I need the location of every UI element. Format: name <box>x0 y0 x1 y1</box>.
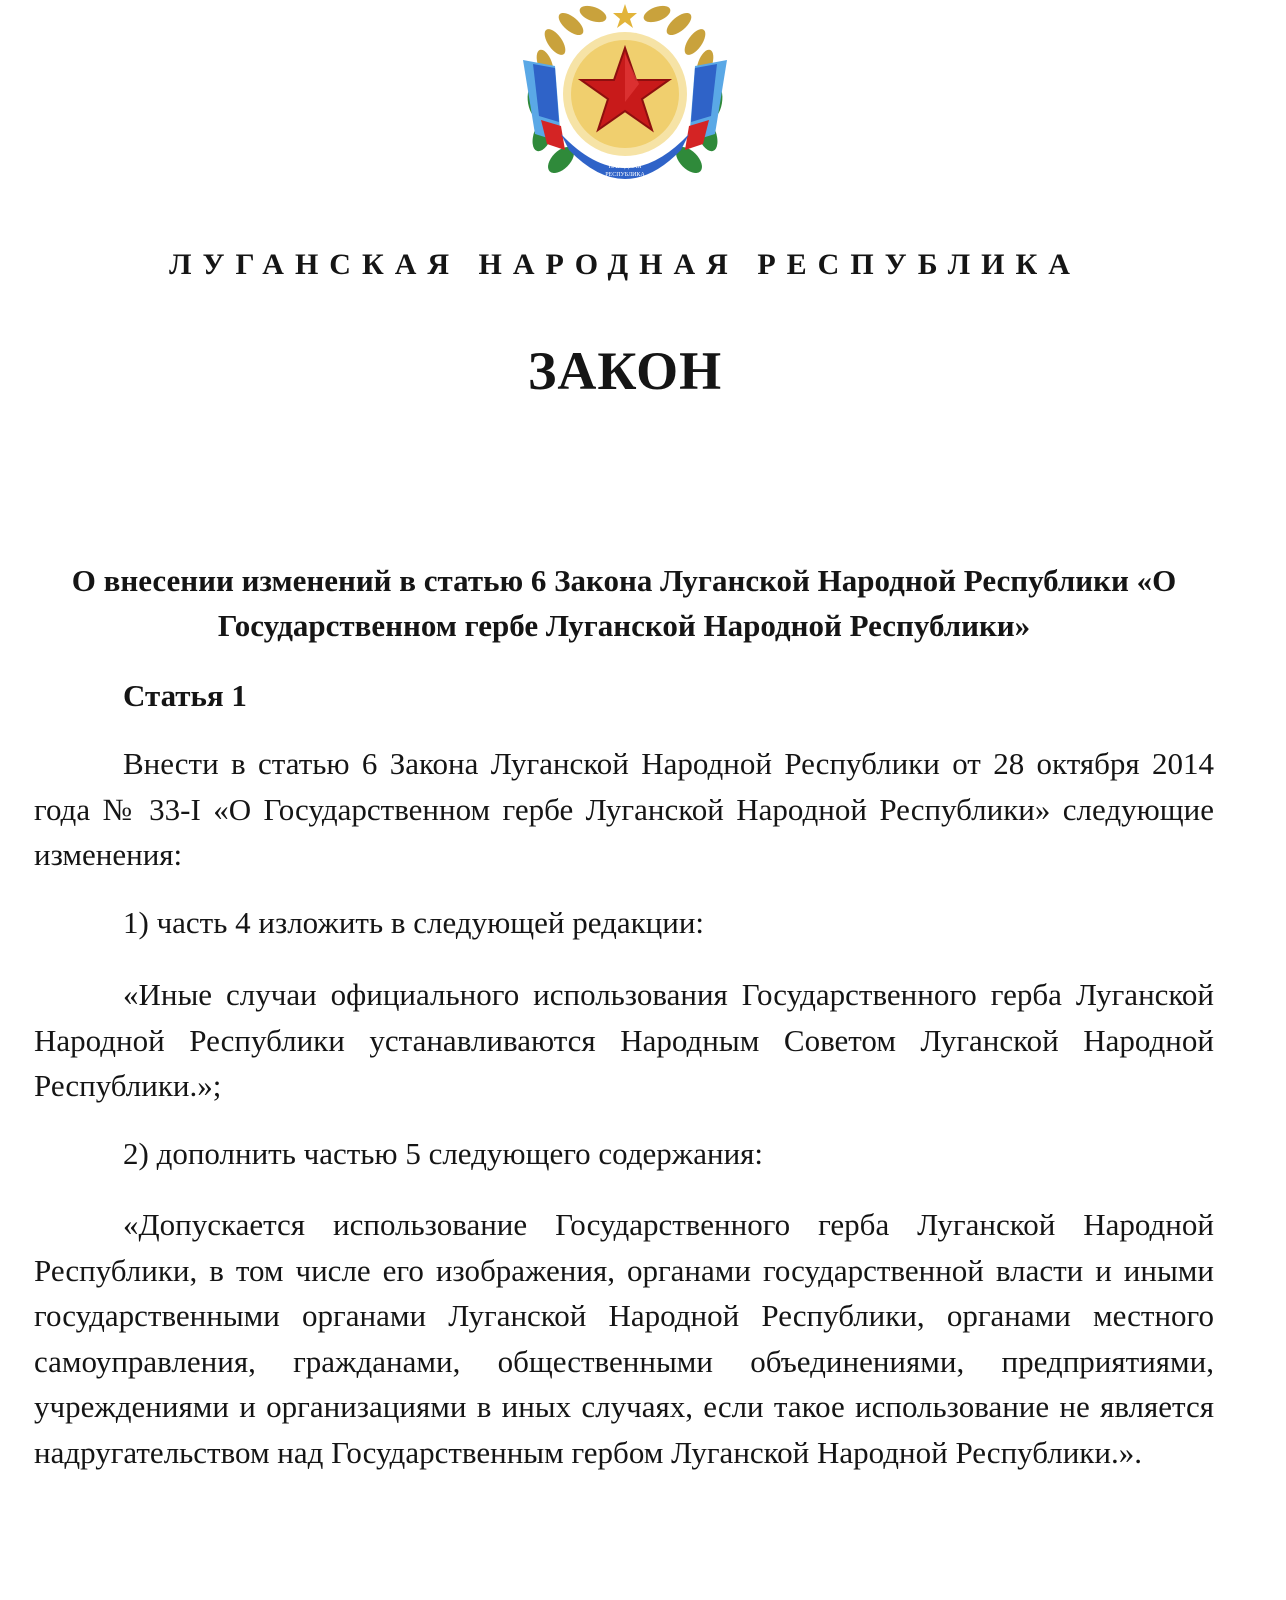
law-title: О внесении изменений в статью 6 Закона Луганской Народной Республики «О Государственном гербе Луганской Народной Республики» <box>71 563 1177 643</box>
article-paragraph-2: 1) часть 4 изложить в следующей редакции: <box>123 905 705 940</box>
republic-name-heading: ЛУГАНСКАЯ НАРОДНАЯ РЕСПУБЛИКА <box>169 248 1081 281</box>
article-paragraph-5: «Допускается использование Государственного герба Луганской Народной Республики, в том числе его изображения, органами государственной власти и иными государственными органами Луганской Народной Республики, органами местного самоуправления, гражданами, общественными объединениями, предприятиями, учреждениями и организациями в иных случаях, если такое использование не является надругательством над Государственным гербом Луганской Народной Республики.». <box>34 1207 1214 1470</box>
article-heading: Статья 1 <box>123 678 247 713</box>
ribbon-text-line-3: РЕСПУБЛИКА <box>605 172 645 178</box>
article-paragraph-4: 2) дополнить частью 5 следующего содержания: <box>123 1136 764 1171</box>
document-type-heading: ЗАКОН <box>527 341 723 401</box>
top-star-icon <box>613 4 637 28</box>
ribbon-text-line-2: НАРОДНАЯ <box>608 164 642 170</box>
ribbon-text-line-1: ЛУГАНСКАЯ <box>606 156 644 162</box>
article-paragraph-1: Внести в статью 6 Закона Луганской Народной Республики от 28 октября 2014 года № 33-I «О Государственном гербе Луганской Народной Республики» следующие изменения: <box>34 746 1214 872</box>
article-paragraph-3: «Иные случаи официального использования Государственного герба Луганской Народной Республики устанавливаются Народным Советом Луганской Народной Республики.»; <box>34 977 1214 1103</box>
coat-of-arms-emblem <box>515 2 735 194</box>
